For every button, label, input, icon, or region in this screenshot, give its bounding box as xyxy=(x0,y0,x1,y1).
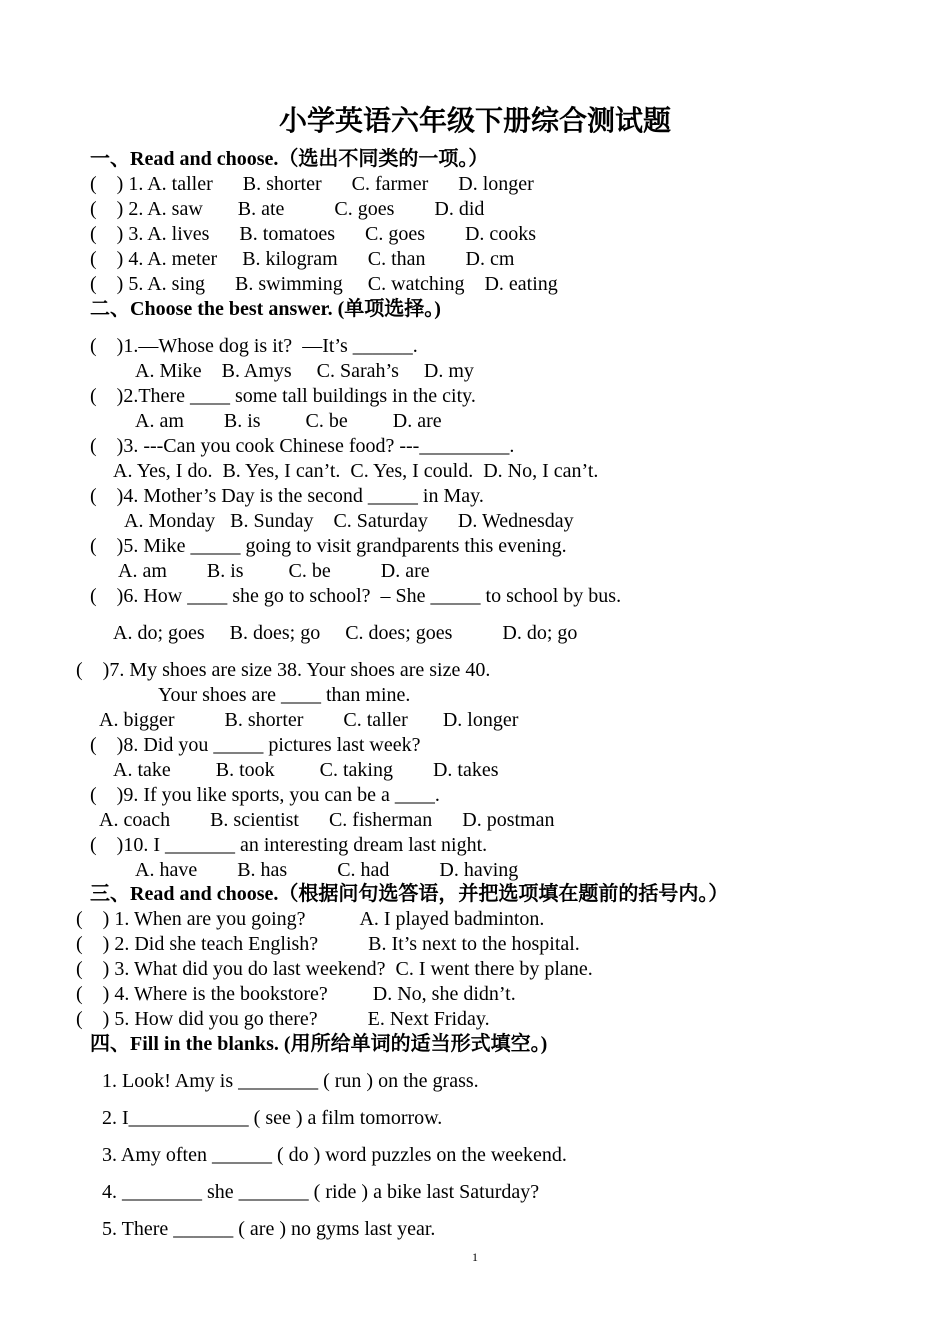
sec3-item-3: ( ) 3. What did you do last weekend? C. I went there by plane. xyxy=(76,958,593,980)
sec2-question-4: ( )4. Mother’s Day is the second _____ in May. xyxy=(90,485,484,507)
section-4-heading: 四、Fill in the blanks. (用所给单词的适当形式填空。) xyxy=(90,1033,548,1055)
sec2-question-10-options: A. have B. has C. had D. having xyxy=(135,859,519,881)
section-3-heading: 三、Read and choose.（根据问句选答语，并把选项填在题前的括号内。） xyxy=(90,883,729,905)
sec3-item-1: ( ) 1. When are you going? A. I played badminton. xyxy=(76,908,545,930)
page-number: 1 xyxy=(472,1250,478,1264)
sec4-item-4: 4. ________ she _______ ( ride ) a bike last Saturday? xyxy=(102,1181,540,1203)
sec3-item-5: ( ) 5. How did you go there? E. Next Friday. xyxy=(76,1008,490,1030)
sec2-question-10: ( )10. I _______ an interesting dream last night. xyxy=(90,834,488,856)
sec2-question-5: ( )5. Mike _____ going to visit grandparents this evening. xyxy=(90,535,567,557)
sec1-item-3: ( ) 3. A. lives B. tomatoes C. goes D. cooks xyxy=(90,223,537,245)
section-1-heading: 一、Read and choose.（选出不同类的一项。） xyxy=(90,148,489,170)
sec4-item-2: 2. I____________ ( see ) a film tomorrow. xyxy=(102,1107,443,1129)
sec2-question-1-options: A. Mike B. Amys C. Sarah’s D. my xyxy=(135,360,474,382)
sec2-question-6-options: A. do; goes B. does; go C. does; goes D. do; go xyxy=(113,622,578,644)
sec2-question-8: ( )8. Did you _____ pictures last week? xyxy=(90,734,421,756)
sec2-question-1: ( )1.—Whose dog is it? —It’s ______. xyxy=(90,335,418,357)
sec2-question-2: ( )2.There ____ some tall buildings in the city. xyxy=(90,385,476,407)
sec1-item-1: ( ) 1. A. taller B. shorter C. farmer D. longer xyxy=(90,173,534,195)
sec3-item-2: ( ) 2. Did she teach English? B. It’s next to the hospital. xyxy=(76,933,580,955)
document-title: 小学英语六年级下册综合测试题 xyxy=(278,104,671,137)
sec2-question-7: ( )7. My shoes are size 38. Your shoes are size 40. xyxy=(76,659,491,681)
sec2-question-7-options: A. bigger B. shorter C. taller D. longer xyxy=(99,709,519,731)
sec2-question-5-options: A. am B. is C. be D. are xyxy=(118,560,430,582)
sec3-item-4: ( ) 4. Where is the bookstore? D. No, she didn’t. xyxy=(76,983,516,1005)
sec4-item-1: 1. Look! Amy is ________ ( run ) on the grass. xyxy=(102,1070,479,1092)
sec2-question-8-options: A. take B. took C. taking D. takes xyxy=(113,759,499,781)
sec2-question-9: ( )9. If you like sports, you can be a ____. xyxy=(90,784,440,806)
sec1-item-2: ( ) 2. A. saw B. ate C. goes D. did xyxy=(90,198,485,220)
sec4-item-5: 5. There ______ ( are ) no gyms last year. xyxy=(102,1218,436,1240)
sec2-question-6: ( )6. How ____ she go to school? – She _____ to school by bus. xyxy=(90,585,622,607)
sec2-question-4-options: A. Monday B. Sunday C. Saturday D. Wednesday xyxy=(124,510,574,532)
sec1-item-4: ( ) 4. A. meter B. kilogram C. than D. cm xyxy=(90,248,515,270)
sec2-question-3: ( )3. ---Can you cook Chinese food? ---_________. xyxy=(90,435,515,457)
section-2-heading: 二、Choose the best answer. (单项选择。) xyxy=(90,298,441,320)
sec2-question-7-line-2: Your shoes are ____ than mine. xyxy=(158,684,411,706)
sec2-question-9-options: A. coach B. scientist C. fisherman D. postman xyxy=(99,809,555,831)
sec4-item-3: 3. Amy often ______ ( do ) word puzzles on the weekend. xyxy=(102,1144,567,1166)
sec2-question-3-options: A. Yes, I do. B. Yes, I can’t. C. Yes, I could. D. No, I can’t. xyxy=(113,460,599,482)
sec2-question-2-options: A. am B. is C. be D. are xyxy=(135,410,442,432)
sec1-item-5: ( ) 5. A. sing B. swimming C. watching D. eating xyxy=(90,273,558,295)
